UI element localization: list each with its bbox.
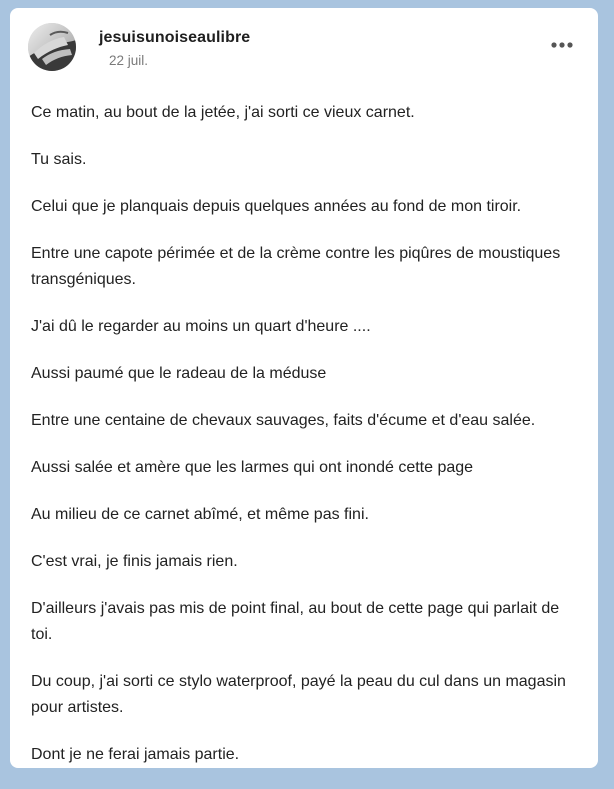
paragraph: Aussi salée et amère que les larmes qui ont inondé cette page xyxy=(31,459,474,476)
post-body xyxy=(31,100,582,789)
paragraph: Du coup, j'ai sorti ce stylo waterproof, payé la peau du cul dans un magasin pour artistes. xyxy=(31,673,566,716)
paragraph: Tu sais. xyxy=(31,151,87,168)
paragraph: Ce matin, au bout de la jetée, j'ai sorti ce vieux carnet. xyxy=(31,104,415,121)
paragraph: Celui que je planquais depuis quelques années au fond de mon tiroir. xyxy=(31,198,522,215)
more-options-icon[interactable] xyxy=(548,35,576,55)
more-options-dots xyxy=(548,35,576,55)
paragraph: Dont je ne ferai jamais partie. xyxy=(31,746,240,763)
post-date[interactable]: 22 juil. xyxy=(109,53,149,68)
username-link[interactable]: jesuisunoiseaulibre xyxy=(99,29,251,46)
paragraph: Au milieu de ce carnet abîmé, et même pas fini. xyxy=(31,506,369,523)
paragraph: J'ai dû le regarder au moins un quart d'heure .... xyxy=(31,318,371,335)
paragraph: C'est vrai, je finis jamais rien. xyxy=(31,553,238,570)
paragraph: Entre une capote périmée et de la crème contre les piqûres de moustiques transgéniques. xyxy=(31,245,561,288)
avatar-image xyxy=(28,23,76,71)
post-header xyxy=(28,23,580,77)
post-card xyxy=(10,8,598,768)
paragraph: Entre une centaine de chevaux sauvages, faits d'écume et d'eau salée. xyxy=(31,412,536,429)
avatar[interactable] xyxy=(28,23,76,71)
paragraph: Aussi paumé que le radeau de la méduse xyxy=(31,365,327,382)
paragraph: D'ailleurs j'avais pas mis de point final, au bout de cette page qui parlait de toi. xyxy=(31,600,560,643)
